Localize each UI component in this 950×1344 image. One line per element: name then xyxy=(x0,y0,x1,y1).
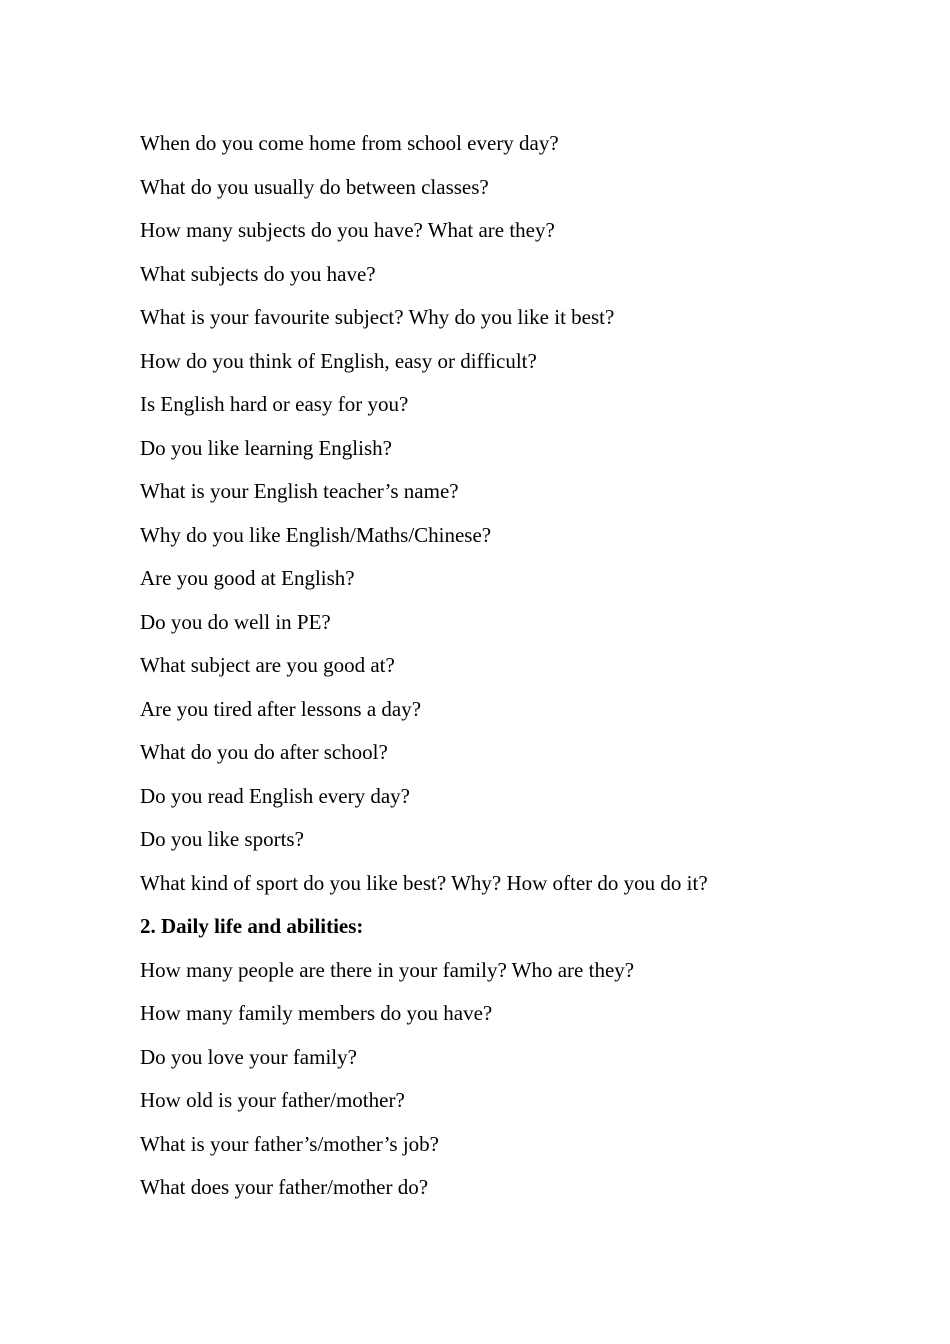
question-line: What do you do after school? xyxy=(140,740,388,764)
question-line: Are you tired after lessons a day? xyxy=(140,696,422,721)
question-line: Do you read English every day? xyxy=(140,783,410,808)
question-line: What is your favourite subject? Why do you like it best? xyxy=(140,305,615,329)
question-line: When do you come home from school every day? xyxy=(140,131,559,155)
question-line: What subjects do you have? xyxy=(140,261,376,286)
section-heading: 2. Daily life and abilities: xyxy=(140,914,364,938)
question-line: Do you like learning English? xyxy=(140,435,392,460)
question-line: How many family members do you have? xyxy=(140,1001,493,1025)
question-line: Is English hard or easy for you? xyxy=(140,392,409,416)
question-line: Why do you like English/Maths/Chinese? xyxy=(140,522,492,547)
question-line: Are you good at English? xyxy=(140,566,355,590)
question-line: How many subjects do you have? What are they? xyxy=(140,218,555,242)
question-line: What subject are you good at? xyxy=(140,653,395,677)
question-line: How many people are there in your family? Who are they? xyxy=(140,957,635,982)
question-line: Do you do well in PE? xyxy=(140,609,331,634)
question-line: What is your English teacher’s name? xyxy=(140,479,459,503)
question-line: What does your father/mother do? xyxy=(140,1175,429,1199)
question-line: What kind of sport do you like best? Why? How ofter do you do it? xyxy=(140,870,708,895)
question-line: Do you like sports? xyxy=(140,827,304,851)
document-body xyxy=(140,122,880,1210)
question-line: Do you love your family? xyxy=(140,1044,357,1069)
question-line: What do you usually do between classes? xyxy=(140,174,489,199)
question-line: How old is your father/mother? xyxy=(140,1088,405,1112)
question-line: What is your father’s/mother’s job? xyxy=(140,1131,439,1156)
question-line: How do you think of English, easy or difficult? xyxy=(140,348,537,373)
